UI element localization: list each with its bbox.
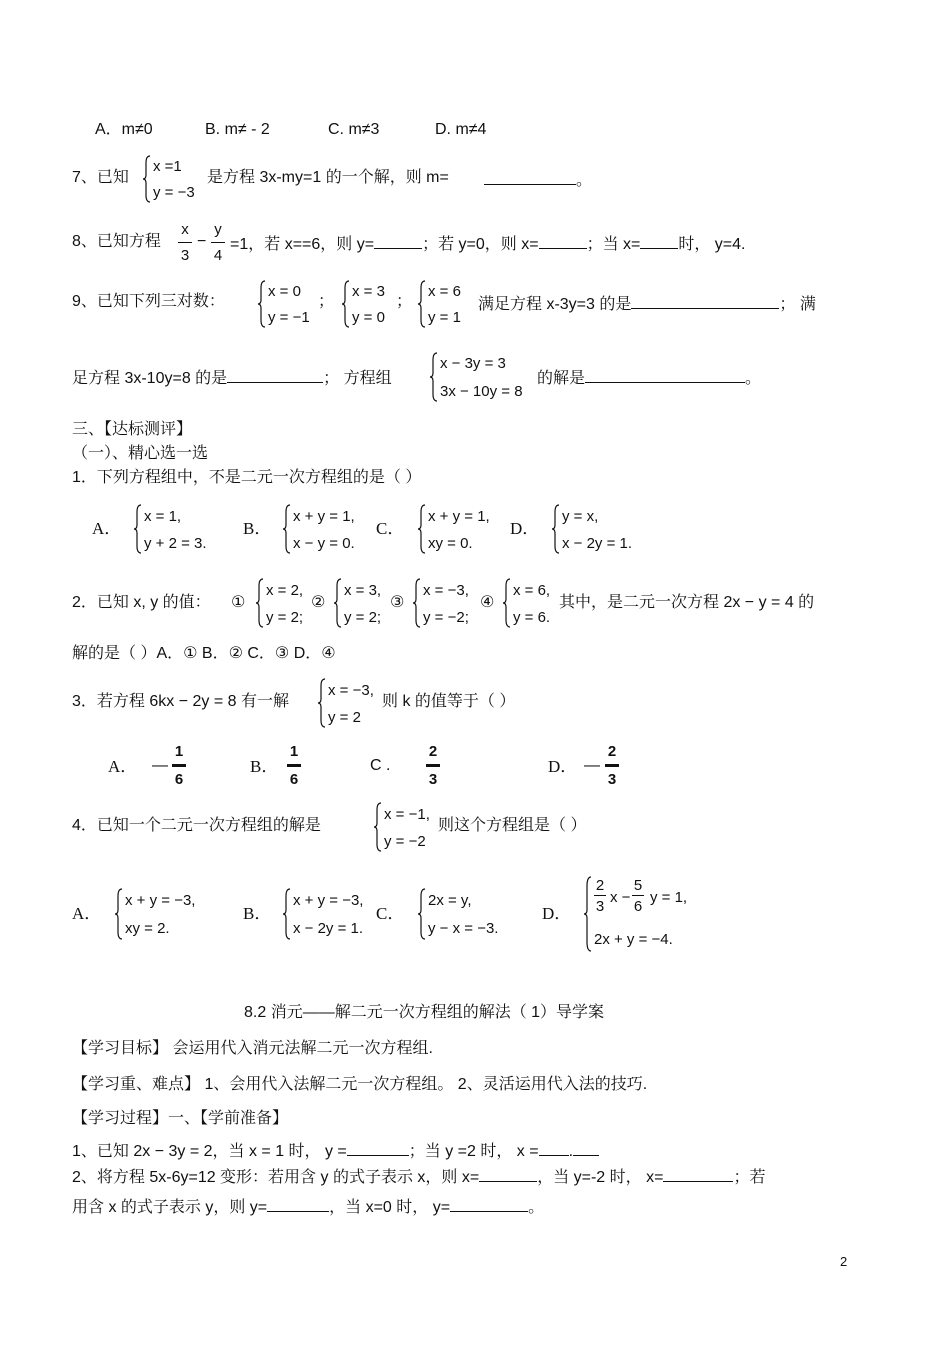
m4-label-a: A．: [72, 904, 102, 923]
m4-option-c: 2x = y, y − x = −3.: [418, 888, 518, 940]
lesson-p1: 1、已知 2x − 3y = 2，当 x = 1 时， y = ；当 y =2 时， x = .: [72, 1141, 599, 1160]
m3-frac-c: 2 3: [426, 744, 440, 790]
option-a-top: A．m≠0: [95, 121, 153, 138]
q9-system: x − 3y = 3 3x − 10y = 8: [430, 352, 540, 402]
m1-label-b: B．: [243, 519, 272, 538]
m1-stem: 1．下列方程组中，不是二元一次方程组的是（ ）: [72, 469, 422, 486]
m3-neg-d: —: [584, 757, 600, 774]
m2-line2: 解的是（ ）A．① B．② C．③ D．④: [72, 645, 336, 662]
q8-minus: −: [197, 233, 207, 250]
m3-system: x = −3, y = 2: [318, 678, 383, 728]
q7-line2: y = −3: [153, 184, 195, 201]
m2-stem: 2．已知 x, y 的值：: [72, 594, 211, 611]
lesson-p3: 用含 x 的式子表示 y，则 y= ，当 x=0 时， y= 。: [72, 1199, 545, 1216]
m2-pair2: x = 3, y = 2;: [334, 578, 394, 628]
m2-circle-4: ④: [480, 594, 495, 611]
q7-text: 是方程 3x-my=1 的一个解，则 m=: [207, 169, 449, 186]
lesson-key: 【学习重、难点】 1、会用代入法解二元一次方程组。 2、灵活运用代入法的技巧.: [72, 1076, 648, 1093]
m4-option-a: x + y = −3, xy = 2.: [115, 888, 215, 940]
q9-pair1: x = 0 y = −1: [258, 280, 318, 328]
option-d-top: D. m≠4: [435, 121, 487, 138]
m3-label-d: D．: [548, 757, 578, 776]
q7-prefix: 7、已知: [72, 169, 129, 186]
q9-semi2: ；: [396, 293, 413, 310]
m1-option-c: x + y = 1, xy = 0.: [418, 504, 508, 554]
option-c-top: C. m≠3: [328, 121, 380, 138]
q9-semi1: ；: [318, 293, 335, 310]
m2-circle-2: ②: [311, 594, 326, 611]
m1-label-d: D．: [510, 519, 540, 538]
m4-stem: 4．已知一个二元一次方程组的解是: [72, 817, 321, 834]
m3-neg-a: —: [152, 757, 168, 774]
m3-frac-d: 2 3: [605, 744, 619, 790]
section3-title: 三、【达标测评】: [72, 421, 193, 438]
m4-label-d: D．: [542, 904, 572, 923]
m3-label-b: B．: [250, 757, 279, 776]
m2-pair1: x = 2, y = 2;: [256, 578, 316, 628]
q8-frac2: y 4: [211, 222, 225, 266]
m4-label-c: C．: [376, 904, 405, 923]
m4-option-d: 2 3 x − 5 6 y = 1, 2x + y = −4.: [584, 876, 704, 952]
q9-prefix: 9、已知下列三对数：: [72, 293, 225, 310]
m3-tail: 则 k 的值等于（ ）: [382, 693, 516, 710]
m1-label-a: A．: [92, 519, 122, 538]
m1-option-b: x + y = 1, x − y = 0.: [283, 504, 378, 554]
q7-system: [143, 155, 213, 203]
m2-pair4: x = 6, y = 6.: [503, 578, 563, 628]
m3-label-c: C .: [370, 757, 391, 774]
m4-system: x = −1, y = −2: [374, 802, 439, 852]
lesson-process: 【学习过程】一、【学前准备】: [72, 1110, 289, 1127]
page-number: 2: [840, 1254, 848, 1269]
m3-frac-b: 1 6: [287, 744, 301, 790]
section3-sub: （一）、精心选一选: [72, 445, 209, 462]
m1-option-d: y = x, x − 2y = 1.: [552, 504, 652, 554]
m3-stem: 3．若方程 6kx − 2y = 8 有一解: [72, 693, 289, 710]
option-b-top: B. m≠ - 2: [205, 121, 270, 138]
q7-blank: 。: [484, 170, 592, 189]
m4-label-b: B．: [243, 904, 272, 923]
lesson-p2: 2、将方程 5x-6y=12 变形：若用含 y 的式子表示 x，则 x= ，当 y=-2 时， x= ；若: [72, 1169, 766, 1186]
m1-option-a: x = 1, y + 2 = 3.: [134, 504, 229, 554]
m3-frac-a: 1 6: [172, 744, 186, 790]
q7-line1: x =1: [153, 158, 182, 175]
q8-prefix: 8、已知方程: [72, 233, 161, 250]
q9-line2-end: 的解是 。: [537, 370, 762, 387]
lesson-title: 8.2 消元——解二元一次方程组的解法（ 1）导学案: [244, 1004, 605, 1021]
m4-tail: 则这个方程组是（ ）: [438, 817, 587, 834]
m2-circle-3: ③: [390, 594, 405, 611]
q9-pair3: x = 6 y = 1: [418, 280, 473, 328]
q9-pair2: x = 3 y = 0: [342, 280, 397, 328]
m2-circle-1: ①: [231, 594, 246, 611]
q8-frac1: x 3: [178, 222, 192, 266]
m1-label-c: C．: [376, 519, 405, 538]
q9-line1: 满足方程 x-3y=3 的是 ； 满: [478, 296, 816, 313]
q9-line2: 足方程 3x-10y=8 的是 ； 方程组: [72, 370, 392, 387]
m4-option-b: x + y = −3, x − 2y = 1.: [283, 888, 383, 940]
q8-line: =1，若 x==6，则 y= ；若 y=0，则 x= ；当 x= 时， y=4.: [230, 236, 746, 253]
m2-tail: 其中，是二元一次方程 2x − y = 4 的: [559, 594, 815, 611]
m2-pair3: x = −3, y = −2;: [413, 578, 483, 628]
lesson-goal: 【学习目标】 会运用代入消元法解二元一次方程组.: [72, 1040, 433, 1057]
m3-label-a: A．: [108, 757, 138, 776]
